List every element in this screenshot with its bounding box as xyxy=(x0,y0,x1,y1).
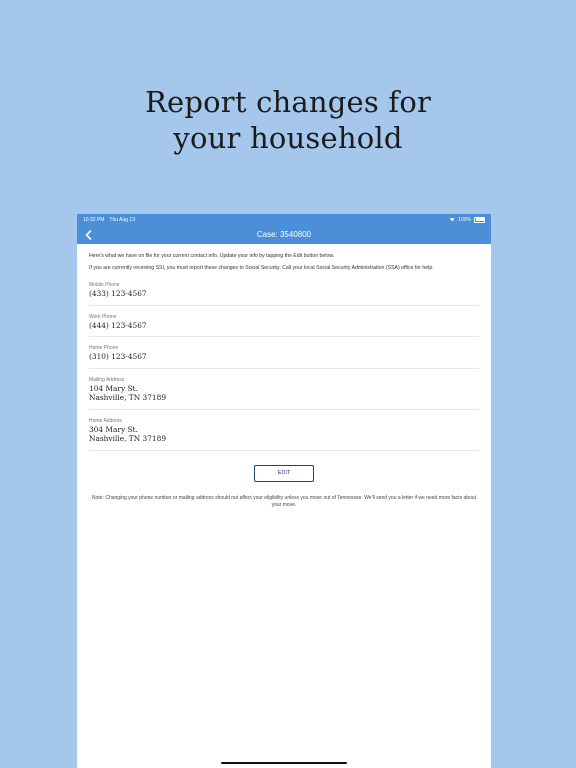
edit-button-wrap xyxy=(89,465,479,482)
field-value: (310) 123-4567 xyxy=(89,352,147,361)
chevron-left-icon xyxy=(85,230,92,240)
field-value xyxy=(89,425,479,444)
field-label: Mobile Phone xyxy=(89,282,120,288)
device-screen xyxy=(77,214,491,768)
field-label: Home Address xyxy=(89,417,122,424)
field-label: Work Phone xyxy=(89,313,117,320)
field-label: Home Phone xyxy=(89,345,119,351)
home-indicator[interactable] xyxy=(221,762,347,764)
battery-icon xyxy=(474,217,485,223)
status-bar xyxy=(77,214,491,225)
address-line-1: 104 Mary St. xyxy=(89,383,138,393)
field-label: Mailing Address xyxy=(89,376,125,383)
intro-text: Here's what we have on file for your current contact info. Update your info by tapping the Edit button below. xyxy=(89,253,335,259)
address-line-2: Nashville, TN 37189 xyxy=(89,434,167,443)
address-line-2: Nashville, TN 37189 xyxy=(89,393,167,402)
edit-button[interactable]: EDIT xyxy=(254,465,314,482)
status-right xyxy=(449,217,485,223)
ssi-notice-text: If you are currently receiving SSI, you must report these changes to Social Security. Call your local Social Security Administration (SSA) office for help. xyxy=(89,265,434,271)
status-time: 10:32 PM xyxy=(83,216,105,223)
headline-line-1: Report changes for xyxy=(144,85,432,119)
home-phone-field xyxy=(89,343,479,369)
address-line-1: 304 Mary St. xyxy=(89,424,138,434)
battery-percent: 100% xyxy=(458,216,471,223)
back-button[interactable] xyxy=(81,228,95,241)
status-date: Thu Aug 13 xyxy=(109,216,135,223)
home-address-field xyxy=(89,416,479,451)
mobile-phone-field xyxy=(89,280,479,306)
status-left xyxy=(83,217,135,223)
field-value xyxy=(89,384,479,403)
case-title: Case: 3540800 xyxy=(256,230,312,239)
marketing-headline xyxy=(0,84,576,156)
eligibility-note: Note: Changing your phone number or mailing address should not affect your eligibility unless you move out of Tennessee. We'll send you a letter if we need more facts about your move. xyxy=(92,494,476,508)
work-phone-field xyxy=(89,312,479,338)
field-value: (444) 123-4567 xyxy=(89,320,147,330)
mailing-address-field xyxy=(89,375,479,410)
headline-line-2: your household xyxy=(173,121,403,155)
field-value: (433) 123-4567 xyxy=(89,289,147,298)
navigation-bar xyxy=(77,225,491,244)
contact-info-content xyxy=(77,244,491,510)
wifi-icon xyxy=(449,218,455,222)
